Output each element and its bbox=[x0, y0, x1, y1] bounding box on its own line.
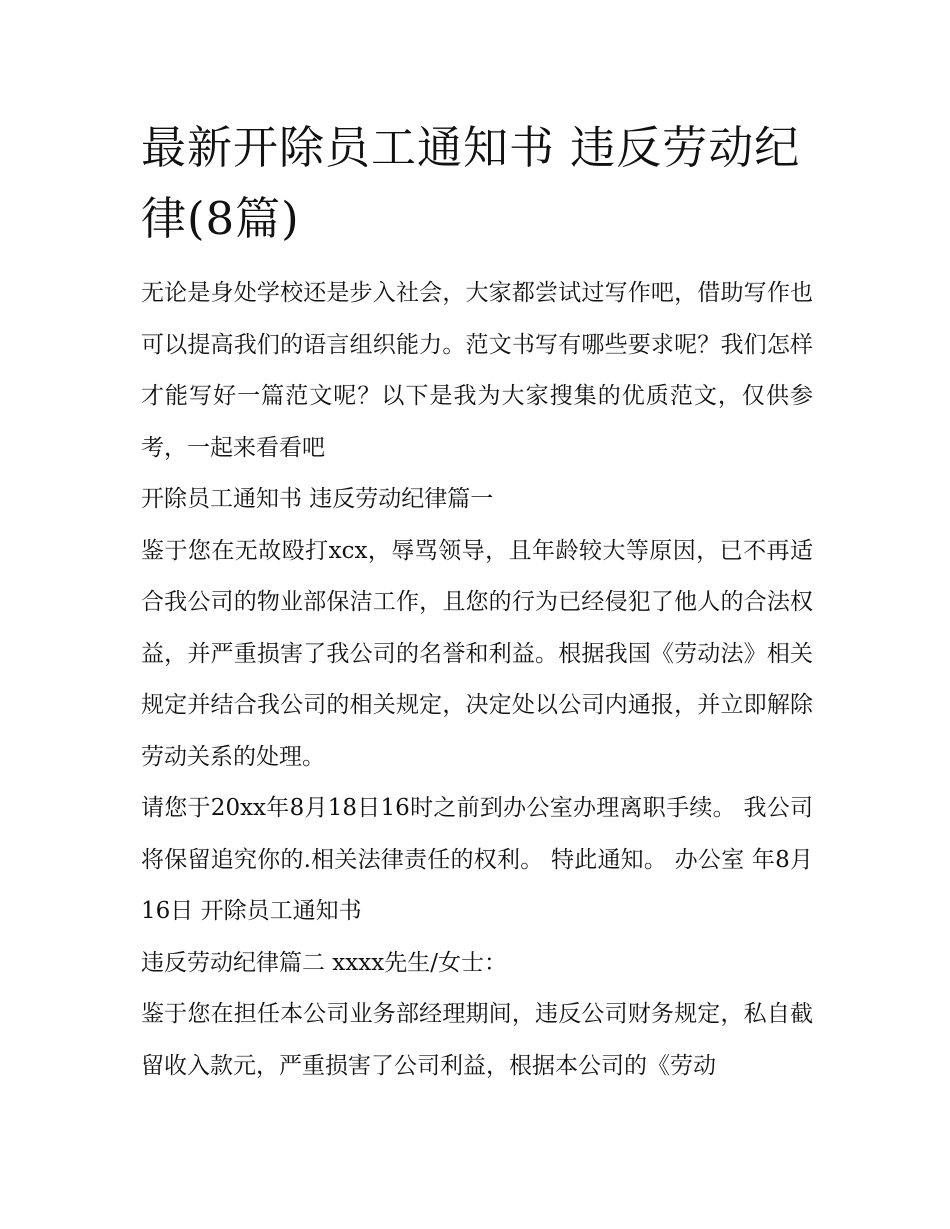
notice-paragraph-2: 请您于20xx年8月18日16时之前到办公室办理离职手续。 我公司将保留追究你的.相关法律责任的权利。 特此通知。 办公室 年8月16日 开除员工通知书 bbox=[141, 795, 813, 924]
section-heading-2: 违反劳动纪律篇二 xxxx先生/女士： bbox=[141, 949, 507, 976]
document-body bbox=[141, 112, 813, 1092]
notice-paragraph-1: 鉴于您在无故殴打xcx，辱骂领导，且年龄较大等原因，已不再适合我公司的物业部保洁工作，且您的行为已经侵犯了他人的合法权益，并严重损害了我公司的名誉和利益。根据我国《劳动法》相关规定并结合我公司的相关规定，决定处以公司内通报，并立即解除劳动关系的处理。 bbox=[141, 537, 813, 770]
intro-paragraph: 无论是身处学校还是步入社会，大家都尝试过写作吧，借助写作也可以提高我们的语言组织能力。范文书写有哪些要求呢？我们怎样才能写好一篇范文呢？以下是我为大家搜集的优质范文，仅供参考，一起来看看吧 bbox=[141, 280, 813, 461]
section-heading-1: 开除员工通知书 违反劳动纪律篇一 bbox=[141, 486, 494, 512]
document-title: 最新开除员工通知书 违反劳动纪律(8篇) bbox=[141, 121, 801, 245]
notice-paragraph-3: 鉴于您在担任本公司业务部经理期间，违反公司财务规定，私自截留收入款元，严重损害了公司利益，根据本公司的《劳动 bbox=[141, 1001, 813, 1079]
